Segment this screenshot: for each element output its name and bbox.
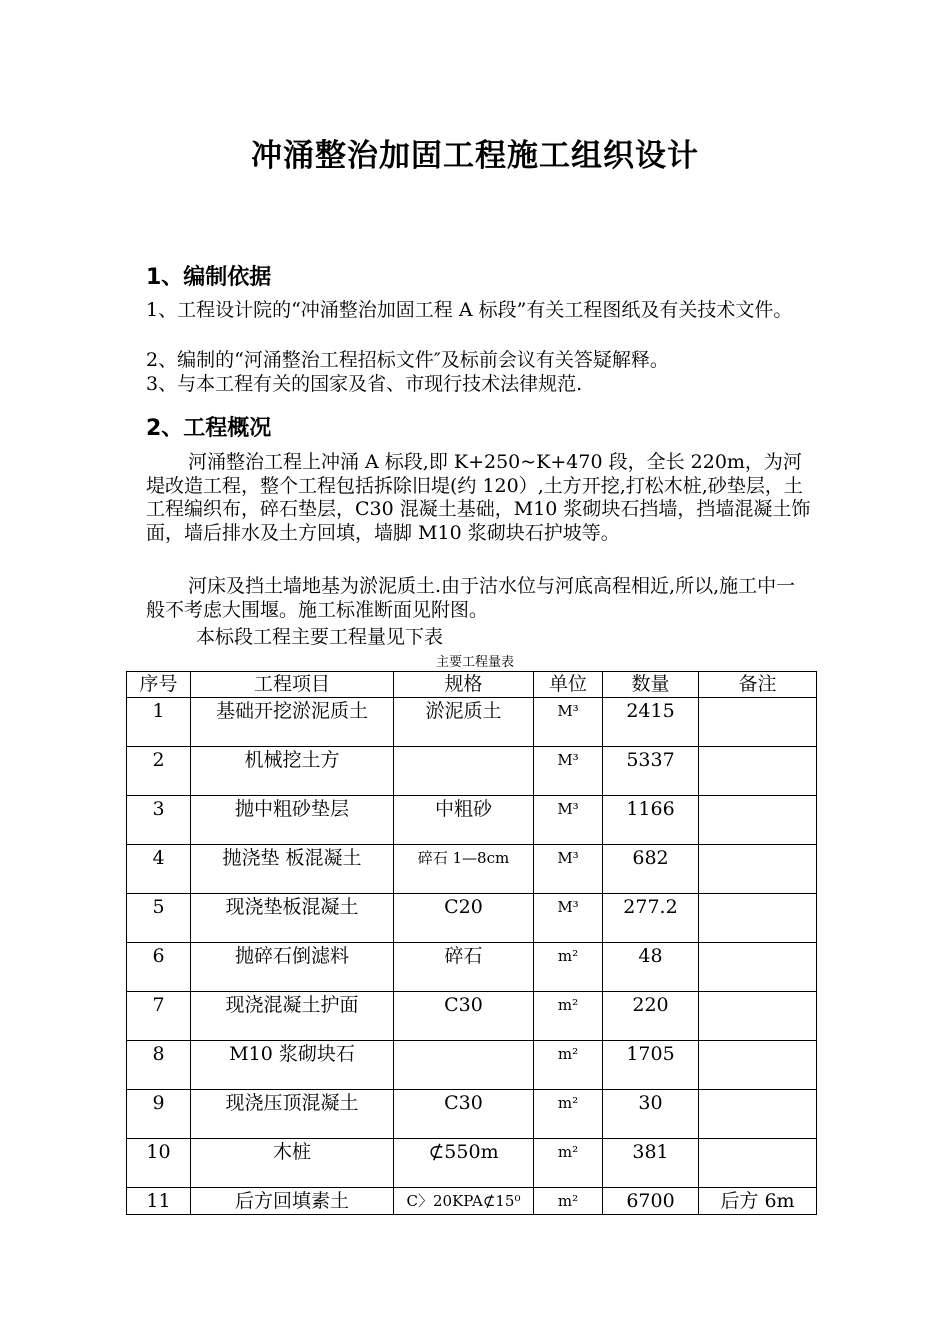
note-cell — [699, 796, 817, 845]
item-cell: 后方回填素土 — [191, 1188, 394, 1215]
no-cell: 10 — [127, 1139, 191, 1188]
section-1-item: 1、工程设计院的“冲涌整治加固工程 A 标段”有关工程图纸及有关技术文件。 — [146, 299, 793, 321]
unit-cell: m² — [534, 1041, 603, 1090]
note-cell — [699, 894, 817, 943]
no-cell: 4 — [127, 845, 191, 894]
qty-cell: 1705 — [603, 1041, 699, 1090]
qty-cell: 5337 — [603, 747, 699, 796]
qty-cell: 6700 — [603, 1188, 699, 1215]
spec-cell: 中粗砂 — [394, 796, 534, 845]
unit-cell: M³ — [534, 796, 603, 845]
table-row — [127, 1188, 817, 1215]
no-cell: 7 — [127, 992, 191, 1041]
table-row — [127, 796, 817, 845]
unit-cell: M³ — [534, 894, 603, 943]
table-row — [127, 1041, 817, 1090]
header-cell: 备注 — [699, 672, 817, 698]
item-cell: 抛碎石倒滤料 — [191, 943, 394, 992]
qty-cell: 277.2 — [603, 894, 699, 943]
table-row — [127, 1090, 817, 1139]
header-cell: 序号 — [127, 672, 191, 698]
spec-cell: C30 — [394, 1090, 534, 1139]
table-row — [127, 894, 817, 943]
no-cell: 6 — [127, 943, 191, 992]
spec-cell: C20 — [394, 894, 534, 943]
qty-cell: 30 — [603, 1090, 699, 1139]
table-row — [127, 992, 817, 1041]
note-cell — [699, 1041, 817, 1090]
spec-cell: 淤泥质土 — [394, 698, 534, 747]
table-caption: 主要工程量表 — [435, 655, 514, 670]
note-cell: 后方 6m — [699, 1188, 817, 1215]
spec-cell — [394, 1041, 534, 1090]
spec-cell: C30 — [394, 992, 534, 1041]
item-cell: 抛中粗砂垫层 — [191, 796, 394, 845]
section-1-item: 3、与本工程有关的国家及省、市现行技术法律规范. — [146, 373, 583, 395]
table-intro: 本标段工程主要工程量见下表 — [196, 626, 444, 648]
qty-cell: 2415 — [603, 698, 699, 747]
quantities-table — [126, 671, 817, 1215]
item-cell: 机械挖土方 — [191, 747, 394, 796]
spec-cell: C〉20KPA⊄15⁰ — [394, 1188, 534, 1215]
no-cell: 1 — [127, 698, 191, 747]
header-cell: 规格 — [394, 672, 534, 698]
qty-cell: 220 — [603, 992, 699, 1041]
item-cell: 现浇压顶混凝土 — [191, 1090, 394, 1139]
note-cell — [699, 1090, 817, 1139]
unit-cell: m² — [534, 1139, 603, 1188]
header-cell: 工程项目 — [191, 672, 394, 698]
unit-cell: m² — [534, 943, 603, 992]
unit-cell: M³ — [534, 747, 603, 796]
spec-cell: ⊄550m — [394, 1139, 534, 1188]
note-cell — [699, 845, 817, 894]
section-1-item: 2、编制的“河涌整治工程招标文件″及标前会议有关答疑解释。 — [146, 349, 669, 371]
qty-cell: 682 — [603, 845, 699, 894]
section-2-paragraph: 河涌整治工程上冲涌 A 标段,即 K+250~K+470 段，全长 220m，为河堤改造工程，整个工程包括拆除旧堤(约 120）,土方开挖,打松木桩,砂垫层，土工程编织布，碎石垫层，C30 混凝土基础，M10 浆砌块石挡墙，挡墙混凝土饰面，墙后排水及土方回填，墙脚 M10 浆砌块石护坡等。 — [146, 451, 811, 544]
header-cell: 数量 — [603, 672, 699, 698]
note-cell — [699, 1139, 817, 1188]
table-row — [127, 698, 817, 747]
table-header-row — [127, 672, 817, 698]
note-cell — [699, 992, 817, 1041]
header-cell: 单位 — [534, 672, 603, 698]
no-cell: 8 — [127, 1041, 191, 1090]
section-1-heading: 1、编制依据 — [146, 265, 272, 290]
table-row — [127, 943, 817, 992]
unit-cell: M³ — [534, 845, 603, 894]
item-cell: M10 浆砌块石 — [191, 1041, 394, 1090]
table-row — [127, 1139, 817, 1188]
note-cell — [699, 943, 817, 992]
no-cell: 9 — [127, 1090, 191, 1139]
item-cell: 木桩 — [191, 1139, 394, 1188]
qty-cell: 381 — [603, 1139, 699, 1188]
qty-cell: 48 — [603, 943, 699, 992]
item-cell: 现浇垫板混凝土 — [191, 894, 394, 943]
unit-cell: m² — [534, 992, 603, 1041]
item-cell: 现浇混凝土护面 — [191, 992, 394, 1041]
unit-cell: m² — [534, 1090, 603, 1139]
section-2-paragraph: 河床及挡土墙地基为淤泥质土.由于沽水位与河底高程相近,所以,施工中一般不考虑大围堰。施工标准断面见附图。 — [146, 575, 796, 621]
section-2-heading: 2、工程概况 — [146, 416, 272, 441]
unit-cell: m² — [534, 1188, 603, 1215]
note-cell — [699, 747, 817, 796]
item-cell: 基础开挖淤泥质土 — [191, 698, 394, 747]
qty-cell: 1166 — [603, 796, 699, 845]
table-row — [127, 845, 817, 894]
item-cell: 抛浇垫 板混凝土 — [191, 845, 394, 894]
spec-cell: 碎石 — [394, 943, 534, 992]
unit-cell: M³ — [534, 698, 603, 747]
no-cell: 3 — [127, 796, 191, 845]
no-cell: 5 — [127, 894, 191, 943]
no-cell: 2 — [127, 747, 191, 796]
spec-cell: 碎石 1—8cm — [394, 845, 534, 894]
spec-cell — [394, 747, 534, 796]
note-cell — [699, 698, 817, 747]
no-cell: 11 — [127, 1188, 191, 1215]
table-row — [127, 747, 817, 796]
document-title: 冲涌整治加固工程施工组织设计 — [251, 138, 699, 174]
